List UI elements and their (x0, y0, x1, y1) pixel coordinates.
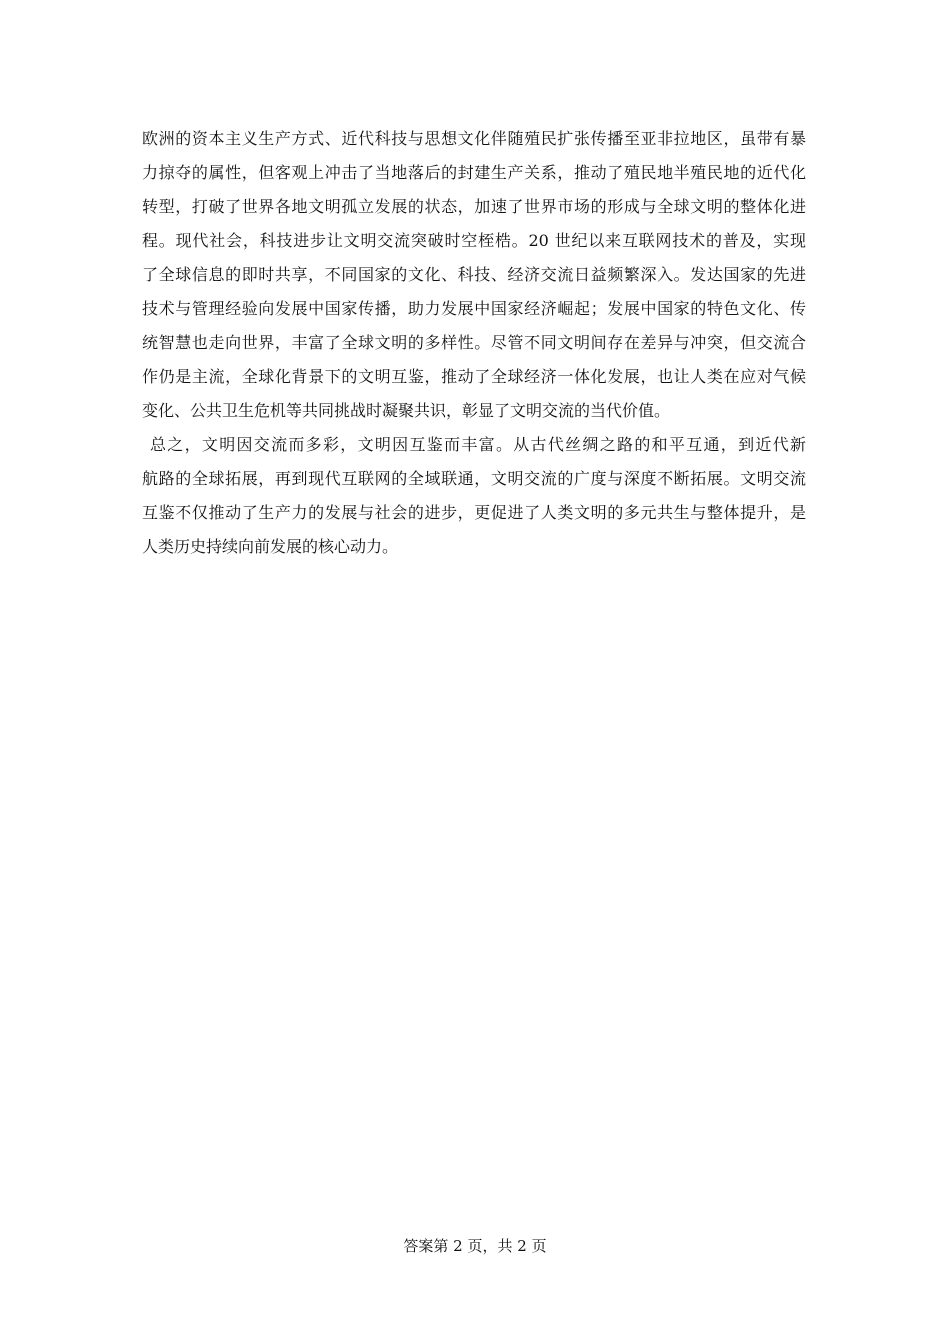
text-line: 互鉴不仅推动了生产力的发展与社会的进步，更促进了人类文明的多元共生与整体提升，是 (142, 503, 806, 522)
page-number-label: 答案第 2 页，共 2 页 (403, 1237, 547, 1255)
paragraph-1 (142, 122, 806, 428)
body-text (142, 122, 806, 564)
text-line: 航路的全球拓展，再到现代互联网的全域联通，文明交流的广度与深度不断拓展。文明交流 (142, 469, 806, 488)
page-footer (0, 1234, 950, 1258)
text-line: 欧洲的资本主义生产方式、近代科技与思想文化伴随殖民扩张传播至亚非拉地区，虽带有暴 (142, 129, 806, 148)
text-line: 力掠夺的属性，但客观上冲击了当地落后的封建生产关系，推动了殖民地半殖民地的近代化 (142, 163, 806, 182)
text-line: 变化、公共卫生危机等共同挑战时凝聚共识，彰显了文明交流的当代价值。 (142, 401, 671, 420)
text-line: 技术与管理经验向发展中国家传播，助力发展中国家经济崛起；发展中国家的特色文化、传 (142, 299, 806, 318)
text-line: 人类历史持续向前发展的核心动力。 (142, 537, 399, 556)
text-line: 转型，打破了世界各地文明孤立发展的状态，加速了世界市场的形成与全球文明的整体化进 (142, 197, 806, 216)
text-line: 了全球信息的即时共享，不同国家的文化、科技、经济交流日益频繁深入。发达国家的先进 (142, 265, 806, 284)
text-line: 作仍是主流，全球化背景下的文明互鉴，推动了全球经济一体化发展，也让人类在应对气候 (142, 367, 806, 386)
text-line: 统智慧也走向世界，丰富了全球文明的多样性。尽管不同文明间存在差异与冲突，但交流合 (142, 333, 806, 352)
text-line: 总之，文明因交流而多彩，文明因互鉴而丰富。从古代丝绸之路的和平互通，到近代新 (150, 435, 806, 454)
paragraph-2 (142, 428, 806, 564)
text-line: 程。现代社会，科技进步让文明交流突破时空桎梏。20 世纪以来互联网技术的普及，实现 (142, 231, 806, 250)
